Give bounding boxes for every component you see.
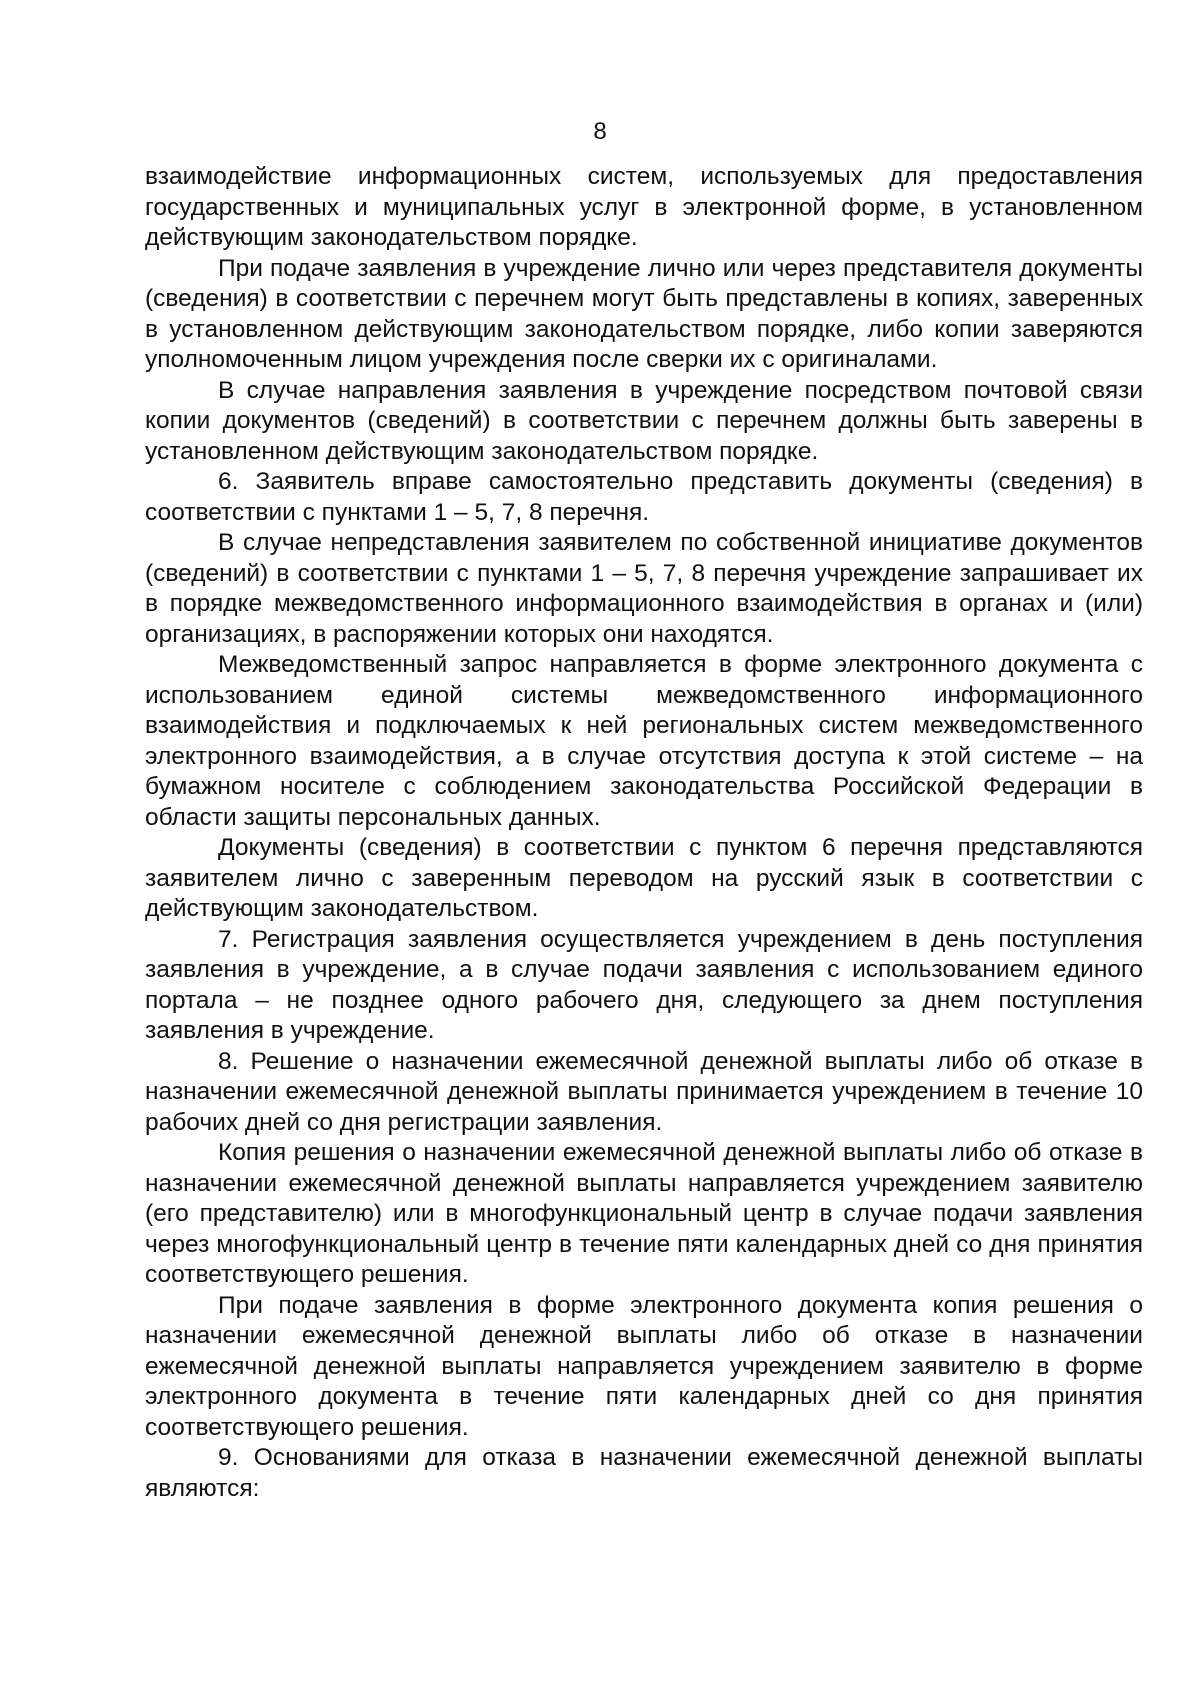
paragraph: В случае непредставления заявителем по собственной инициативе документов (сведений) в соответствии с пунктами 1 – 5, 7, 8 перечня учреждение запрашивает их в порядке межведомственного информационного взаимодействия в органах и (или) организациях, в распоряжении которых они находятся.: [145, 529, 1143, 648]
paragraph: взаимодействие информационных систем, используемых для предоставления государственных и муниципальных услуг в электронной форме, в установленном действующим законодательством порядке.: [145, 163, 1143, 251]
document-body: [145, 162, 1143, 1504]
page-number: 8: [593, 118, 607, 145]
paragraph: 7. Регистрация заявления осуществляется учреждением в день поступления заявления в учреждение, а в случае подачи заявления с использованием единого портала – не позднее одного рабочего дня, следующего за днем поступления заявления в учреждение.: [145, 925, 1143, 1044]
paragraph: В случае направления заявления в учреждение посредством почтовой связи копии документов (сведений) в соответствии с перечнем должны быть заверены в установленном действующим законодательством порядке.: [145, 376, 1143, 465]
paragraph: 8. Решение о назначении ежемесячной денежной выплаты либо об отказе в назначении ежемесячной денежной выплаты принимается учреждением в течение 10 рабочих дней со дня регистрации заявления.: [145, 1047, 1143, 1136]
paragraph: 9. Основаниями для отказа в назначении ежемесячной денежной выплаты являются:: [145, 1444, 1143, 1502]
paragraph: При подаче заявления в учреждение лично или через представителя документы (сведения) в соответствии с перечнем могут быть представлены в копиях, заверенных в установленном действующим законодательством порядке, либо копии заверяются уполномоченным лицом учреждения после сверки их с оригиналами.: [145, 254, 1143, 373]
paragraph: Копия решения о назначении ежемесячной денежной выплаты либо об отказе в назначении ежемесячной денежной выплаты направляется учреждением заявителю (его представителю) или в многофункциональный центр в случае подачи заявления через многофункциональный центр в течение пяти календарных дней со дня принятия соответствующего решения.: [145, 1139, 1143, 1288]
paragraph: 6. Заявитель вправе самостоятельно представить документы (сведения) в соответствии с пунктами 1 – 5, 7, 8 перечня.: [145, 468, 1143, 526]
paragraph: Межведомственный запрос направляется в форме электронного документа с использованием единой системы межведомственного информационного взаимодействия и подключаемых к ней региональных систем межведомственного электронного взаимодействия, а в случае отсутствия доступа к этой системе – на бумажном носителе с соблюдением законодательства Российской Федерации в области защиты персональных данных.: [145, 651, 1143, 831]
paragraph: Документы (сведения) в соответствии с пунктом 6 перечня представляются заявителем лично с заверенным переводом на русский язык в соответствии с действующим законодательством.: [145, 834, 1143, 922]
paragraph: При подаче заявления в форме электронного документа копия решения о назначении ежемесячной денежной выплаты либо об отказе в назначении ежемесячной денежной выплаты направляется учреждением заявителю в форме электронного документа в течение пяти календарных дней со дня принятия соответствующего решения.: [145, 1291, 1143, 1441]
